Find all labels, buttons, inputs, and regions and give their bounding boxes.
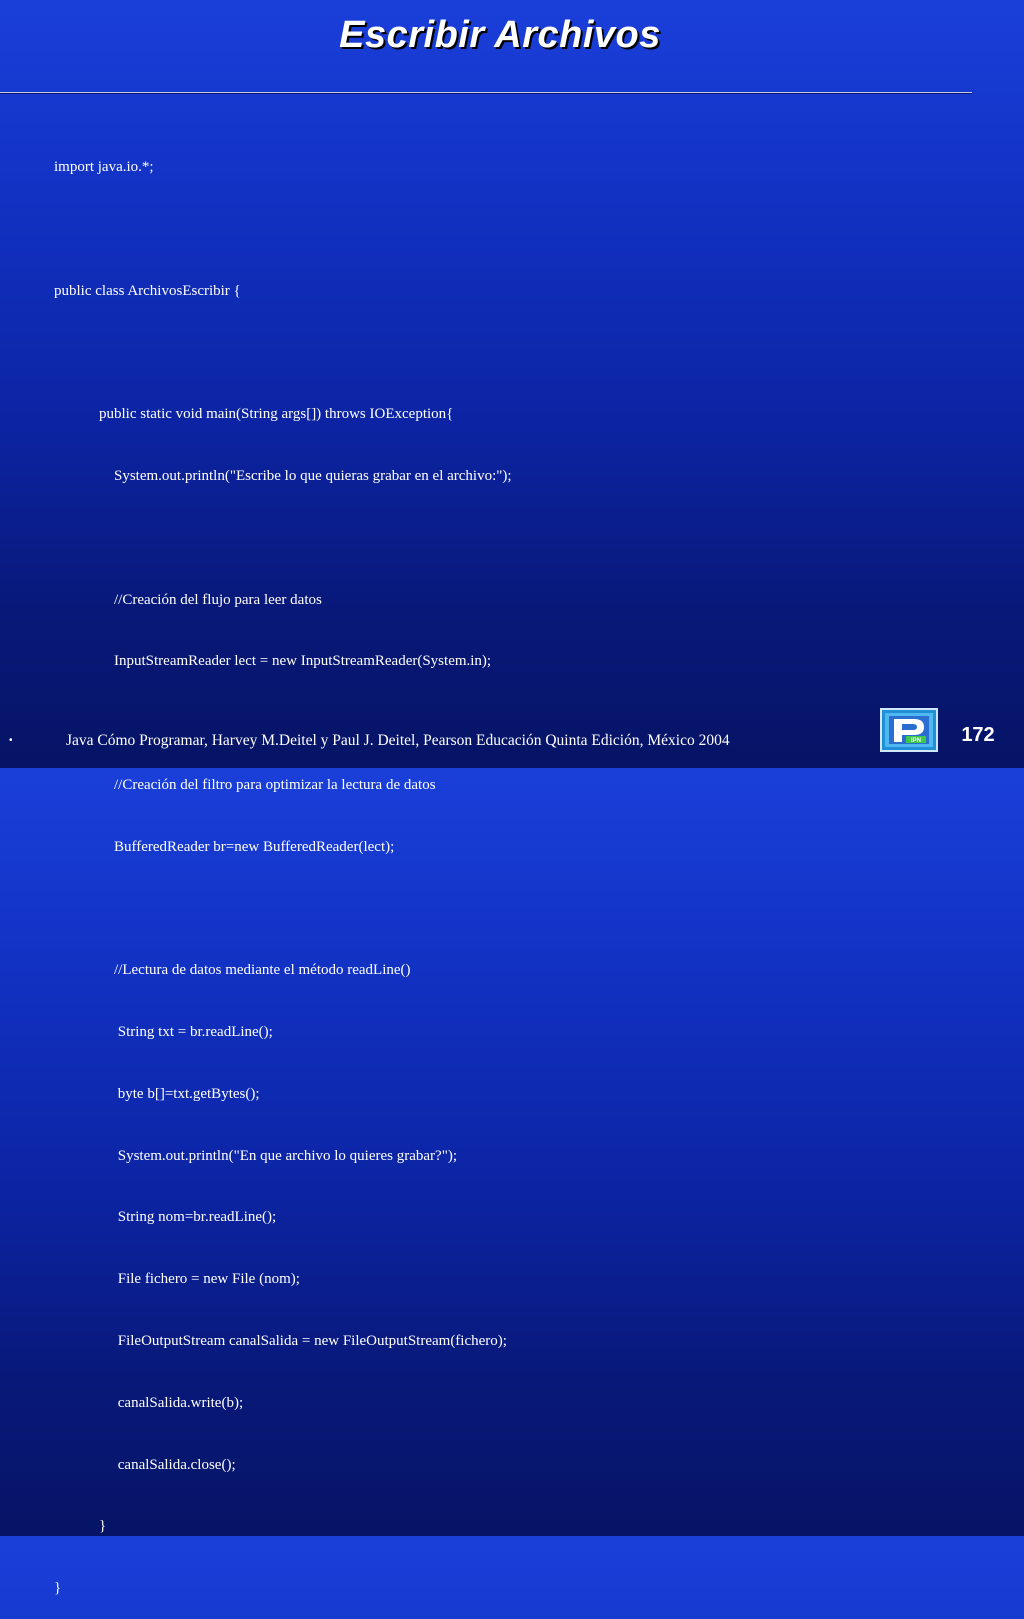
logo-letters: IPN — [910, 738, 922, 744]
page-number: 172 — [961, 724, 995, 746]
code-line: public class ArchivosEscribir { — [54, 282, 241, 299]
code-listing — [54, 116, 954, 1619]
code-line: public static void main(String args[]) throws IOException{ — [54, 406, 454, 423]
code-line: } — [54, 1518, 107, 1535]
footer-bullet: • — [9, 735, 13, 746]
code-line — [54, 899, 954, 920]
code-line — [54, 528, 954, 549]
title-divider — [0, 92, 972, 94]
code-line: FileOutputStream canalSalida = new FileOutputStream(fichero); — [54, 1333, 507, 1350]
code-line: BufferedReader br=new BufferedReader(lect); — [54, 838, 395, 855]
code-line — [54, 343, 954, 364]
code-line: File fichero = new File (nom); — [54, 1271, 300, 1288]
code-line: } — [54, 1580, 62, 1597]
code-line: canalSalida.write(b); — [54, 1394, 244, 1411]
code-line: import java.io.*; — [54, 159, 154, 176]
code-line: System.out.println("Escribe lo que quieras grabar en el archivo:"); — [54, 468, 512, 485]
footer-reference: Java Cómo Programar, Harvey M.Deitel y Paul J. Deitel, Pearson Educación Quinta Edición, México 2004 — [66, 732, 730, 749]
code-line: InputStreamReader lect = new InputStreamReader(System.in); — [54, 653, 492, 670]
code-line: byte b[]=txt.getBytes(); — [54, 1085, 260, 1102]
code-line: //Lectura de datos mediante el método readLine() — [54, 962, 411, 979]
code-line: //Creación del filtro para optimizar la lectura de datos — [54, 777, 436, 793]
code-line: String txt = br.readLine(); — [54, 1024, 273, 1041]
code-line — [54, 219, 954, 240]
code-line — [54, 713, 954, 734]
code-line: String nom=br.readLine(); — [54, 1209, 277, 1226]
code-line: System.out.println("En que archivo lo quieres grabar?"); — [54, 1147, 457, 1164]
code-line: //Creación del flujo para leer datos — [54, 591, 322, 608]
ipn-logo-icon — [880, 708, 938, 752]
code-line: canalSalida.close(); — [54, 1456, 236, 1473]
slide-title: Escribir Archivos — [339, 14, 661, 56]
